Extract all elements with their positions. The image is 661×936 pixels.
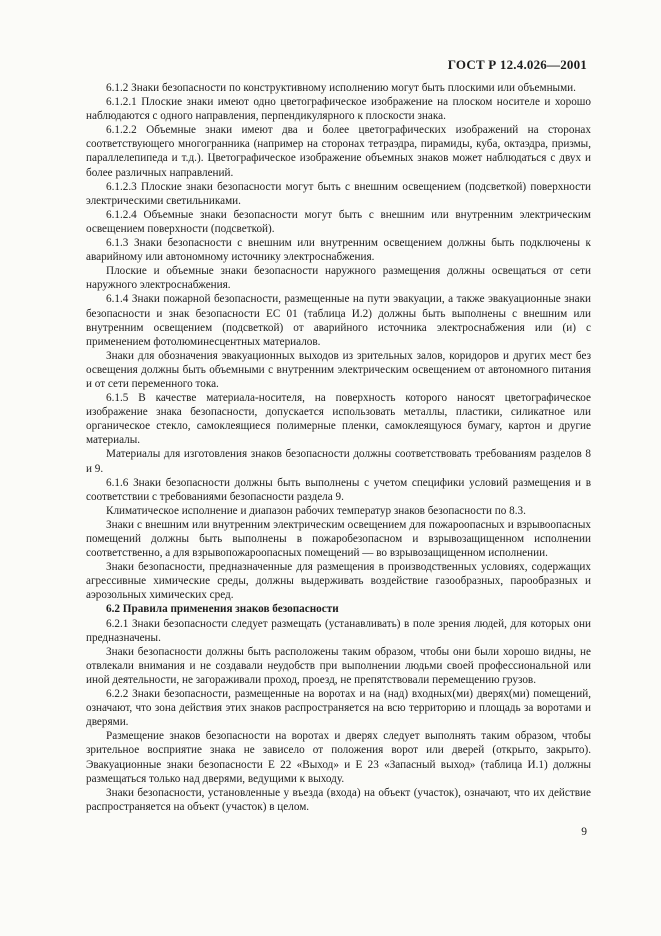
paragraph-6-1-2-1: 6.1.2.1 Плоские знаки имеют одно цветографическое изображение на плоском носителе и хорошо наблюдаются с одного направления, перпендикулярного к плоскости знака. xyxy=(86,96,591,123)
paragraph-6-2-1: 6.2.1 Знаки безопасности следует размещать (устанавливать) в поле зрения людей, для которых они предназначены. xyxy=(86,617,591,644)
section-heading-6-2: 6.2 Правила применения знаков безопасности xyxy=(106,603,339,616)
paragraph-6-1-2-2: 6.1.2.2 Объемные знаки имеют два и более цветографических изображений на сторонах соответствующего многогранника (например на сторонах тетраэдра, пирамиды, куба, октаэдра, призмы, параллелепипеда и т.д.). Цветографическое изображение объемных знаков может наблюдаться с двух и более различных направлений. xyxy=(86,124,591,179)
paragraph-outdoor-lighting: Плоские и объемные знаки безопасности наружного размещения должны освещаться от сети наружного электроснабжения. xyxy=(86,265,591,292)
document-id-header: ГОСТ Р 12.4.026—2001 xyxy=(447,57,587,72)
paragraph-explosion-safety: Знаки с внешним или внутренним электрическим освещением для пожароопасных и взрывоопасных помещений должны быть выполнены в пожаробезопасном и взрывозащищенном исполнении соответственно, а для взрывопожароопасных помещений — во взрывозащищенном исполнении. xyxy=(86,518,591,560)
paragraph-6-1-4: 6.1.4 Знаки пожарной безопасности, размещенные на пути эвакуации, а также эвакуационные знаки безопасности и знак безопасности ЕС 01 (таблица И.2) должны быть выполнены с внешним или внутренним освещением (подсветкой) от аварийного источника электроснабжения или (и) с применением фотолюминесцентных материалов. xyxy=(86,293,591,348)
paragraph-entrance: Знаки безопасности, установленные у въезда (входа) на объект (участок), означают, что их действие распространяется на объект (участок) в целом. xyxy=(86,786,591,813)
paragraph-6-1-6: 6.1.6 Знаки безопасности должны быть выполнены с учетом специфики условий размещения и в соответствии с требованиями безопасности раздела 9. xyxy=(86,476,591,503)
paragraph-6-1-5: 6.1.5 В качестве материала-носителя, на поверхность которого наносят цветографическое изображение знака безопасности, допускается использовать металлы, пластики, силикатное или органическое стекло, самоклеящиеся полимерные пленки, самоклеящуюся бумагу, картон и другие материалы. xyxy=(86,392,591,447)
page-number: 9 xyxy=(581,826,587,838)
paragraph-visibility: Знаки безопасности должны быть расположены таким образом, чтобы они были хорошо видны, не отвлекали внимания и не создавали неудобств при выполнении людьми своей профессиональной или иной деятельности, не загораживали проход, проезд, не препятствовали перемещению грузов. xyxy=(86,645,591,686)
paragraph-6-1-2-4: 6.1.2.4 Объемные знаки безопасности могут быть с внешним или внутренним электрическим освещением поверхности (подсветкой). xyxy=(86,208,591,235)
paragraph-gates-doors: Размещение знаков безопасности на воротах и дверях следует выполнять таким образом, чтобы зрительное восприятие знака не зависело от положения ворот или дверей (открыто, закрыто). Эвакуационные знаки безопасности Е 22 «Выход» и Е 23 «Запасный выход» (таблица И.1) должны размещаться только над дверями, ведущими к выходу. xyxy=(86,730,591,785)
paragraph-6-1-2: 6.1.2 Знаки безопасности по конструктивному исполнению могут быть плоскими или объемными. xyxy=(106,82,576,94)
paragraph-materials: Материалы для изготовления знаков безопасности должны соответствовать требованиям разделов 8 и 9. xyxy=(86,448,591,475)
body-text xyxy=(86,81,591,814)
paragraph-evacuation-exits: Знаки для обозначения эвакуационных выходов из зрительных залов, коридоров и других мест без освещения должны быть объемными с внутренним электрическим освещением от автономного питания и от сети переменного тока. xyxy=(86,349,591,390)
paragraph-6-1-3: 6.1.3 Знаки безопасности с внешним или внутренним освещением должны быть подключены к аварийному или автономному источнику электроснабжения. xyxy=(86,237,591,264)
paragraph-6-2-2: 6.2.2 Знаки безопасности, размещенные на воротах и на (над) входных(ми) дверях(ми) помещений, означают, что зона действия этих знаков распространяется на всю территорию и площадь за воротами и дверями. xyxy=(86,688,591,729)
paragraph-chemical-media: Знаки безопасности, предназначенные для размещения в производственных условиях, содержащих агрессивные химические среды, должны выдерживать воздействие газообразных, парообразных и аэрозольных химических сред. xyxy=(86,561,591,602)
paragraph-climate: Климатическое исполнение и диапазон рабочих температур знаков безопасности по 8.3. xyxy=(106,504,526,517)
paragraph-6-1-2-3: 6.1.2.3 Плоские знаки безопасности могут быть с внешним освещением (подсветкой) поверхности электрическими светильниками. xyxy=(86,180,591,207)
